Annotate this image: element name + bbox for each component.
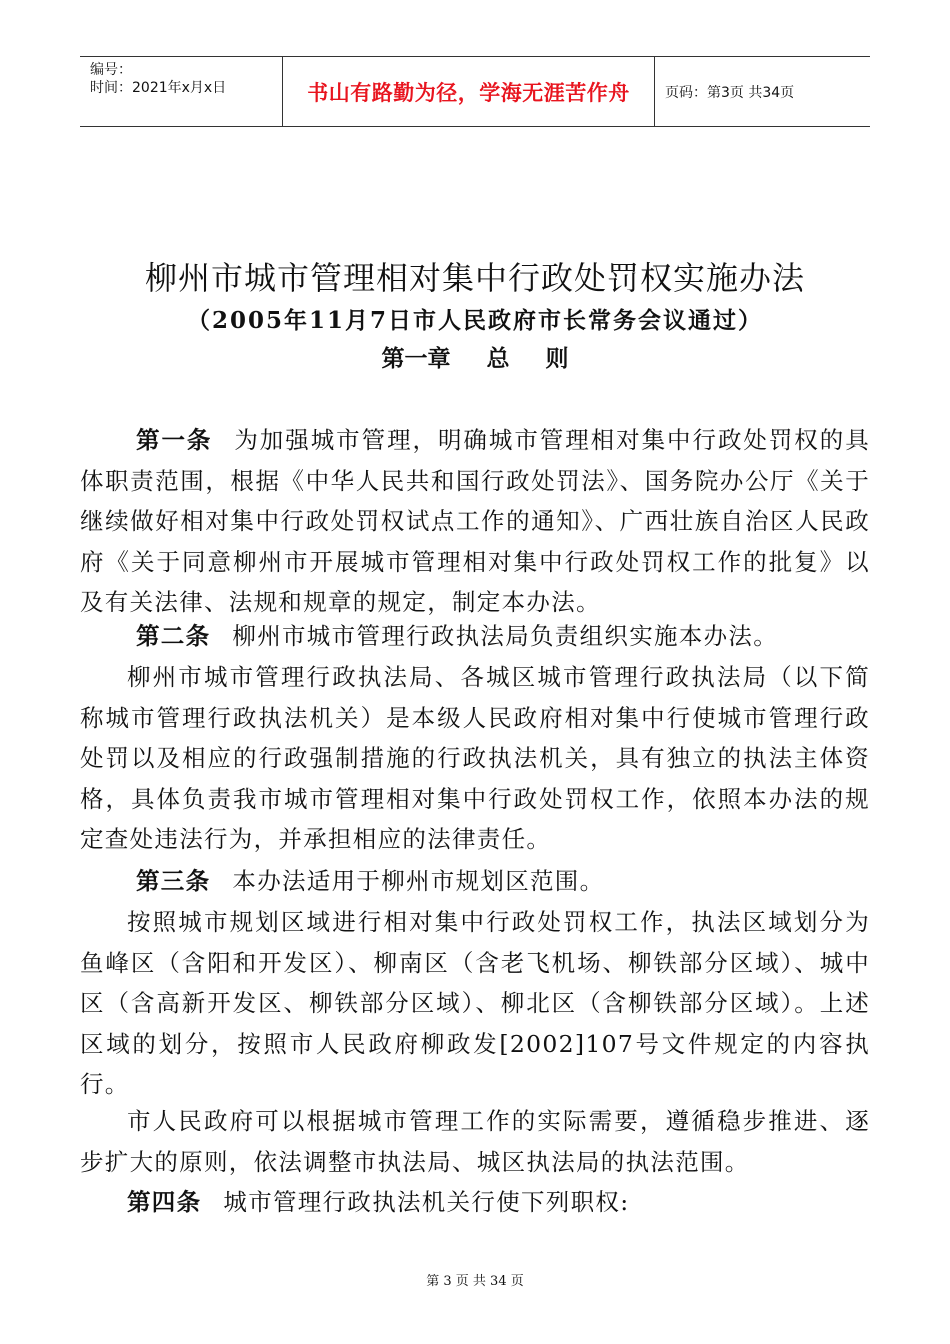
article-3-text: 本办法适用于柳州市规划区范围。 (232, 867, 605, 895)
article-2-label: 第二条 (136, 622, 211, 650)
chapter-number: 第一章 (381, 345, 451, 372)
article-4 (80, 1182, 870, 1223)
article-3-paragraph-3: 市人民政府可以根据城市管理工作的实际需要，遵循稳步推进、逐步扩大的原则，依法调整市执法局、城区执法局的执法范围。 (80, 1107, 870, 1176)
article-3 (80, 861, 870, 902)
article-2-text: 柳州市城市管理行政执法局负责组织实施本办法。 (232, 622, 779, 650)
page-footer: 第 3 页 共 34 页 (426, 1274, 524, 1289)
article-3-paragraph-2: 按照城市规划区域进行相对集中行政处罚权工作，执法区域划分为鱼峰区（含阳和开发区）、柳南区（含老飞机场、柳铁部分区域）、城中区（含高新开发区、柳铁部分区域）、柳北区（含柳铁部分区域）。上述区域的划分，按照市人民政府柳政发[2002]107号文件规定的内容执行。 (80, 908, 870, 1098)
header-motto: 书山有路勤为径，学海无涯苦作舟 (282, 57, 655, 126)
article-1 (80, 420, 870, 623)
document-header (80, 56, 870, 127)
article-2 (80, 616, 870, 657)
header-meta-cell (80, 57, 282, 126)
chapter-title-1: 总 (486, 345, 510, 372)
article-2-paragraph-2: 柳州市城市管理行政执法局、各城区城市管理行政执法局（以下简称城市管理行政执法机关）是本级人民政府相对集中行使城市管理行政处罚以及相应的行政强制措施的行政执法机关，具有独立的执法主体资格，具体负责我市城市管理相对集中行政处罚权工作，依照本办法的规定查处违法行为，并承担相应的法律责任。 (80, 663, 870, 853)
chapter-title-2: 则 (545, 345, 569, 372)
document-subtitle: （2005年11月7日市人民政府市长常务会议通过） (186, 307, 764, 334)
time-label: 时间：2021年x月x日 (90, 80, 227, 96)
article-4-text: 城市管理行政执法机关行使下列职权: (223, 1188, 630, 1216)
document-title: 柳州市城市管理相对集中行政处罚权实施办法 (144, 259, 805, 297)
chapter-heading (0, 343, 950, 375)
header-page-info: 页码：第3页 共34页 (665, 84, 795, 101)
article-1-label: 第一条 (136, 426, 213, 454)
article-4-label: 第四条 (127, 1188, 202, 1216)
article-1-text: 为加强城市管理，明确城市管理相对集中行政处罚权的具体职责范围，根据《中华人民共和国行政处罚法》、国务院办公厅《关于继续做好相对集中行政处罚权试点工作的通知》、广西壮族自治区人民政府《关于同意柳州市开展城市管理相对集中行政处罚权工作的批复》以及有关法律、法规和规章的规定，制定本办法。 (80, 426, 870, 616)
article-3-label: 第三条 (136, 867, 211, 895)
number-label: 编号： (90, 62, 132, 78)
